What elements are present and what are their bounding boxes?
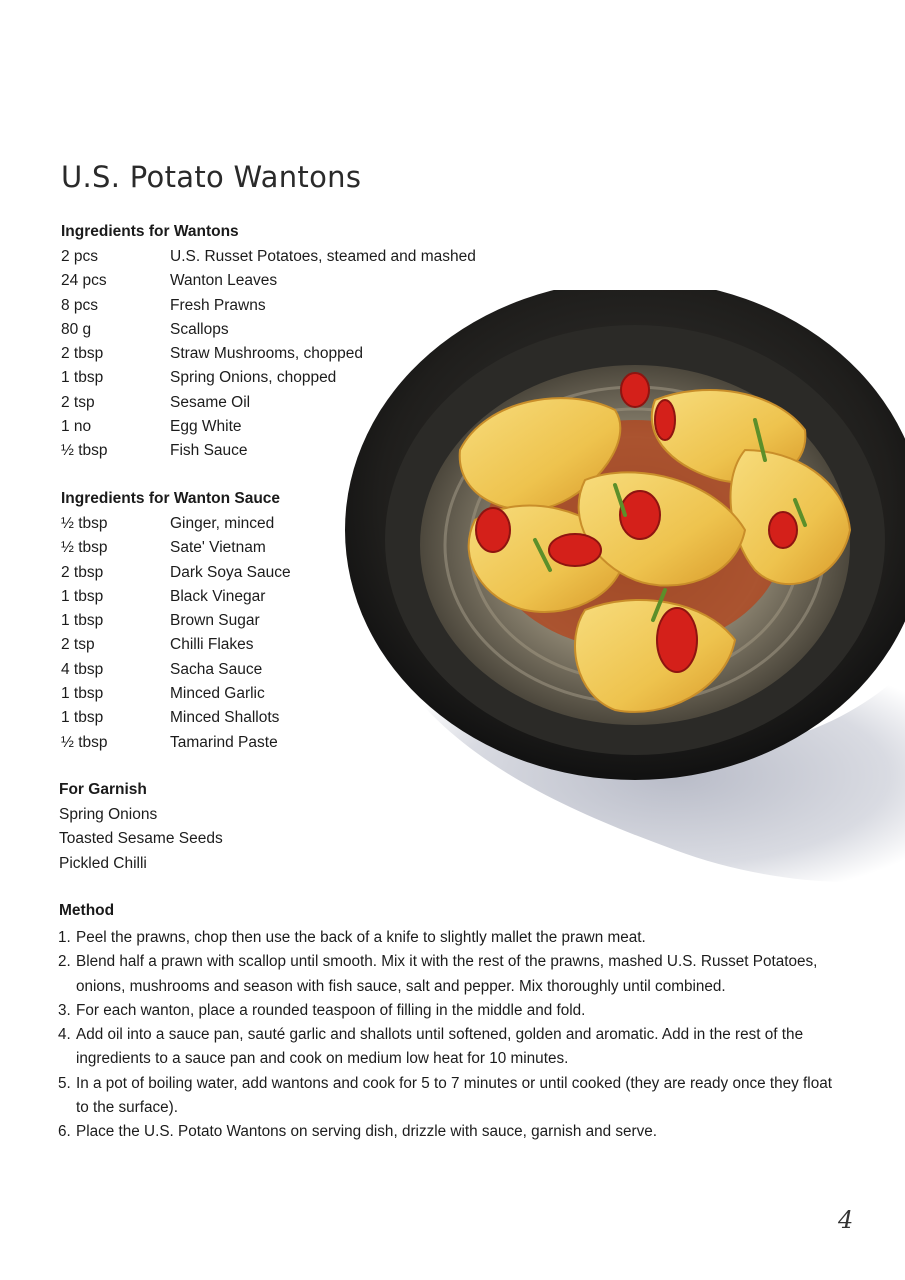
ingredient-qty: ½ tbsp [61,442,108,460]
ingredient-qty: ½ tbsp [61,539,108,557]
method-steps [58,926,848,1145]
sauce-heading: Ingredients for Wanton Sauce [61,490,281,507]
ingredient-row [61,609,291,633]
ingredient-row [61,415,476,439]
method-step [58,1023,848,1072]
method-step [58,1120,848,1144]
ingredient-row [61,706,291,730]
ingredient-qty: 1 no [61,418,92,436]
ingredient-name: Sacha Sauce [170,660,263,678]
step-text: In a pot of boiling water, add wantons and cook for 5 to 7 minutes or until cooked (they are ready once they float to the surface). [76,1074,832,1117]
step-number: 3. [58,1001,71,1019]
ingredient-name: Fish Sauce [170,442,248,460]
step-number: 5. [58,1074,71,1092]
ingredient-name: Minced Shallots [170,709,280,727]
ingredient-qty: 1 tbsp [61,709,104,727]
ingredient-row [61,633,291,657]
ingredient-name: Tamarind Paste [170,733,278,751]
ingredient-qty: 2 tsp [61,636,95,654]
ingredient-name: Chilli Flakes [170,636,254,654]
step-text: Peel the prawns, chop then use the back of a knife to slightly mallet the prawn meat. [76,929,646,946]
ingredient-row [61,342,476,366]
ingredient-row [61,731,291,755]
ingredient-row [61,682,291,706]
ingredient-row [61,512,291,536]
ingredient-name: Straw Mushrooms, chopped [170,345,363,363]
ingredient-row [61,391,476,415]
ingredient-row [61,658,291,682]
ingredient-row [61,439,476,463]
ingredient-qty: 2 tbsp [61,563,104,581]
step-number: 6. [58,1123,71,1141]
ingredient-name: Black Vinegar [170,587,266,605]
garnish-list [59,803,223,876]
step-number: 2. [58,953,71,971]
method-step [58,926,848,950]
garnish-item: Pickled Chilli [59,854,147,872]
ingredient-qty: 1 tbsp [61,685,104,703]
ingredient-qty: 2 tsp [61,393,95,411]
ingredient-row [61,536,291,560]
step-text: For each wanton, place a rounded teaspoon of filling in the middle and fold. [76,1001,586,1019]
step-text: Place the U.S. Potato Wantons on serving dish, drizzle with sauce, garnish and serve. [76,1123,658,1141]
ingredient-name: Sate' Vietnam [170,539,266,557]
ingredient-qty: 2 tbsp [61,345,104,363]
ingredient-name: Minced Garlic [170,685,265,703]
ingredient-row [61,366,476,390]
ingredient-qty: 1 tbsp [61,369,104,387]
ingredient-name: Scallops [170,320,229,338]
ingredient-row [61,585,291,609]
ingredient-qty: 1 tbsp [61,587,104,605]
method-step [58,999,848,1023]
garnish-heading: For Garnish [59,781,147,798]
ingredient-row [61,318,476,342]
step-text: Add oil into a sauce pan, sauté garlic and shallots until softened, golden and aromatic. Add in the rest of the ingredients to a sauce pan and cook on medium low heat for 10 minutes. [76,1026,804,1068]
ingredient-name: U.S. Russet Potatoes, steamed and mashed [170,248,476,265]
page-title: U.S. Potato Wantons [61,160,362,194]
ingredient-qty: 8 pcs [61,296,99,314]
ingredient-name: Egg White [170,418,242,436]
method-step [58,1072,848,1121]
step-text: Blend half a prawn with scallop until smooth. Mix it with the rest of the prawns, mashed U.S. Russet Potatoes, onions, mushrooms and season with fish sauce, salt and pepper. Mix thoroughly until combined. [76,953,818,995]
ingredient-row [61,245,476,269]
wantons-ingredient-list [61,245,476,464]
ingredient-qty: 24 pcs [61,272,107,290]
ingredient-name: Sesame Oil [170,393,251,411]
method-step [58,950,848,999]
ingredient-name: Ginger, minced [170,515,275,532]
ingredient-name: Dark Soya Sauce [170,563,291,581]
ingredient-qty: 1 tbsp [61,612,104,630]
ingredient-name: Brown Sugar [170,612,260,630]
ingredient-name: Spring Onions, chopped [170,369,337,387]
garnish-item: Spring Onions [59,806,158,823]
ingredient-row [61,561,291,585]
ingredient-row [61,294,476,318]
ingredient-qty: 4 tbsp [61,660,104,678]
step-number: 4. [58,1026,71,1044]
page-number: 4 [838,1206,854,1234]
garnish-item: Toasted Sesame Seeds [59,830,223,848]
ingredient-qty: 80 g [61,320,92,338]
ingredient-name: Wanton Leaves [170,272,278,290]
ingredient-name: Fresh Prawns [170,296,266,314]
ingredient-qty: 2 pcs [61,248,99,265]
sauce-ingredient-list [61,512,291,755]
step-number: 1. [58,929,71,946]
ingredient-qty: ½ tbsp [61,733,108,751]
method-heading: Method [59,902,115,919]
wantons-heading: Ingredients for Wantons [61,223,239,240]
ingredient-row [61,269,476,293]
ingredient-qty: ½ tbsp [61,515,108,532]
